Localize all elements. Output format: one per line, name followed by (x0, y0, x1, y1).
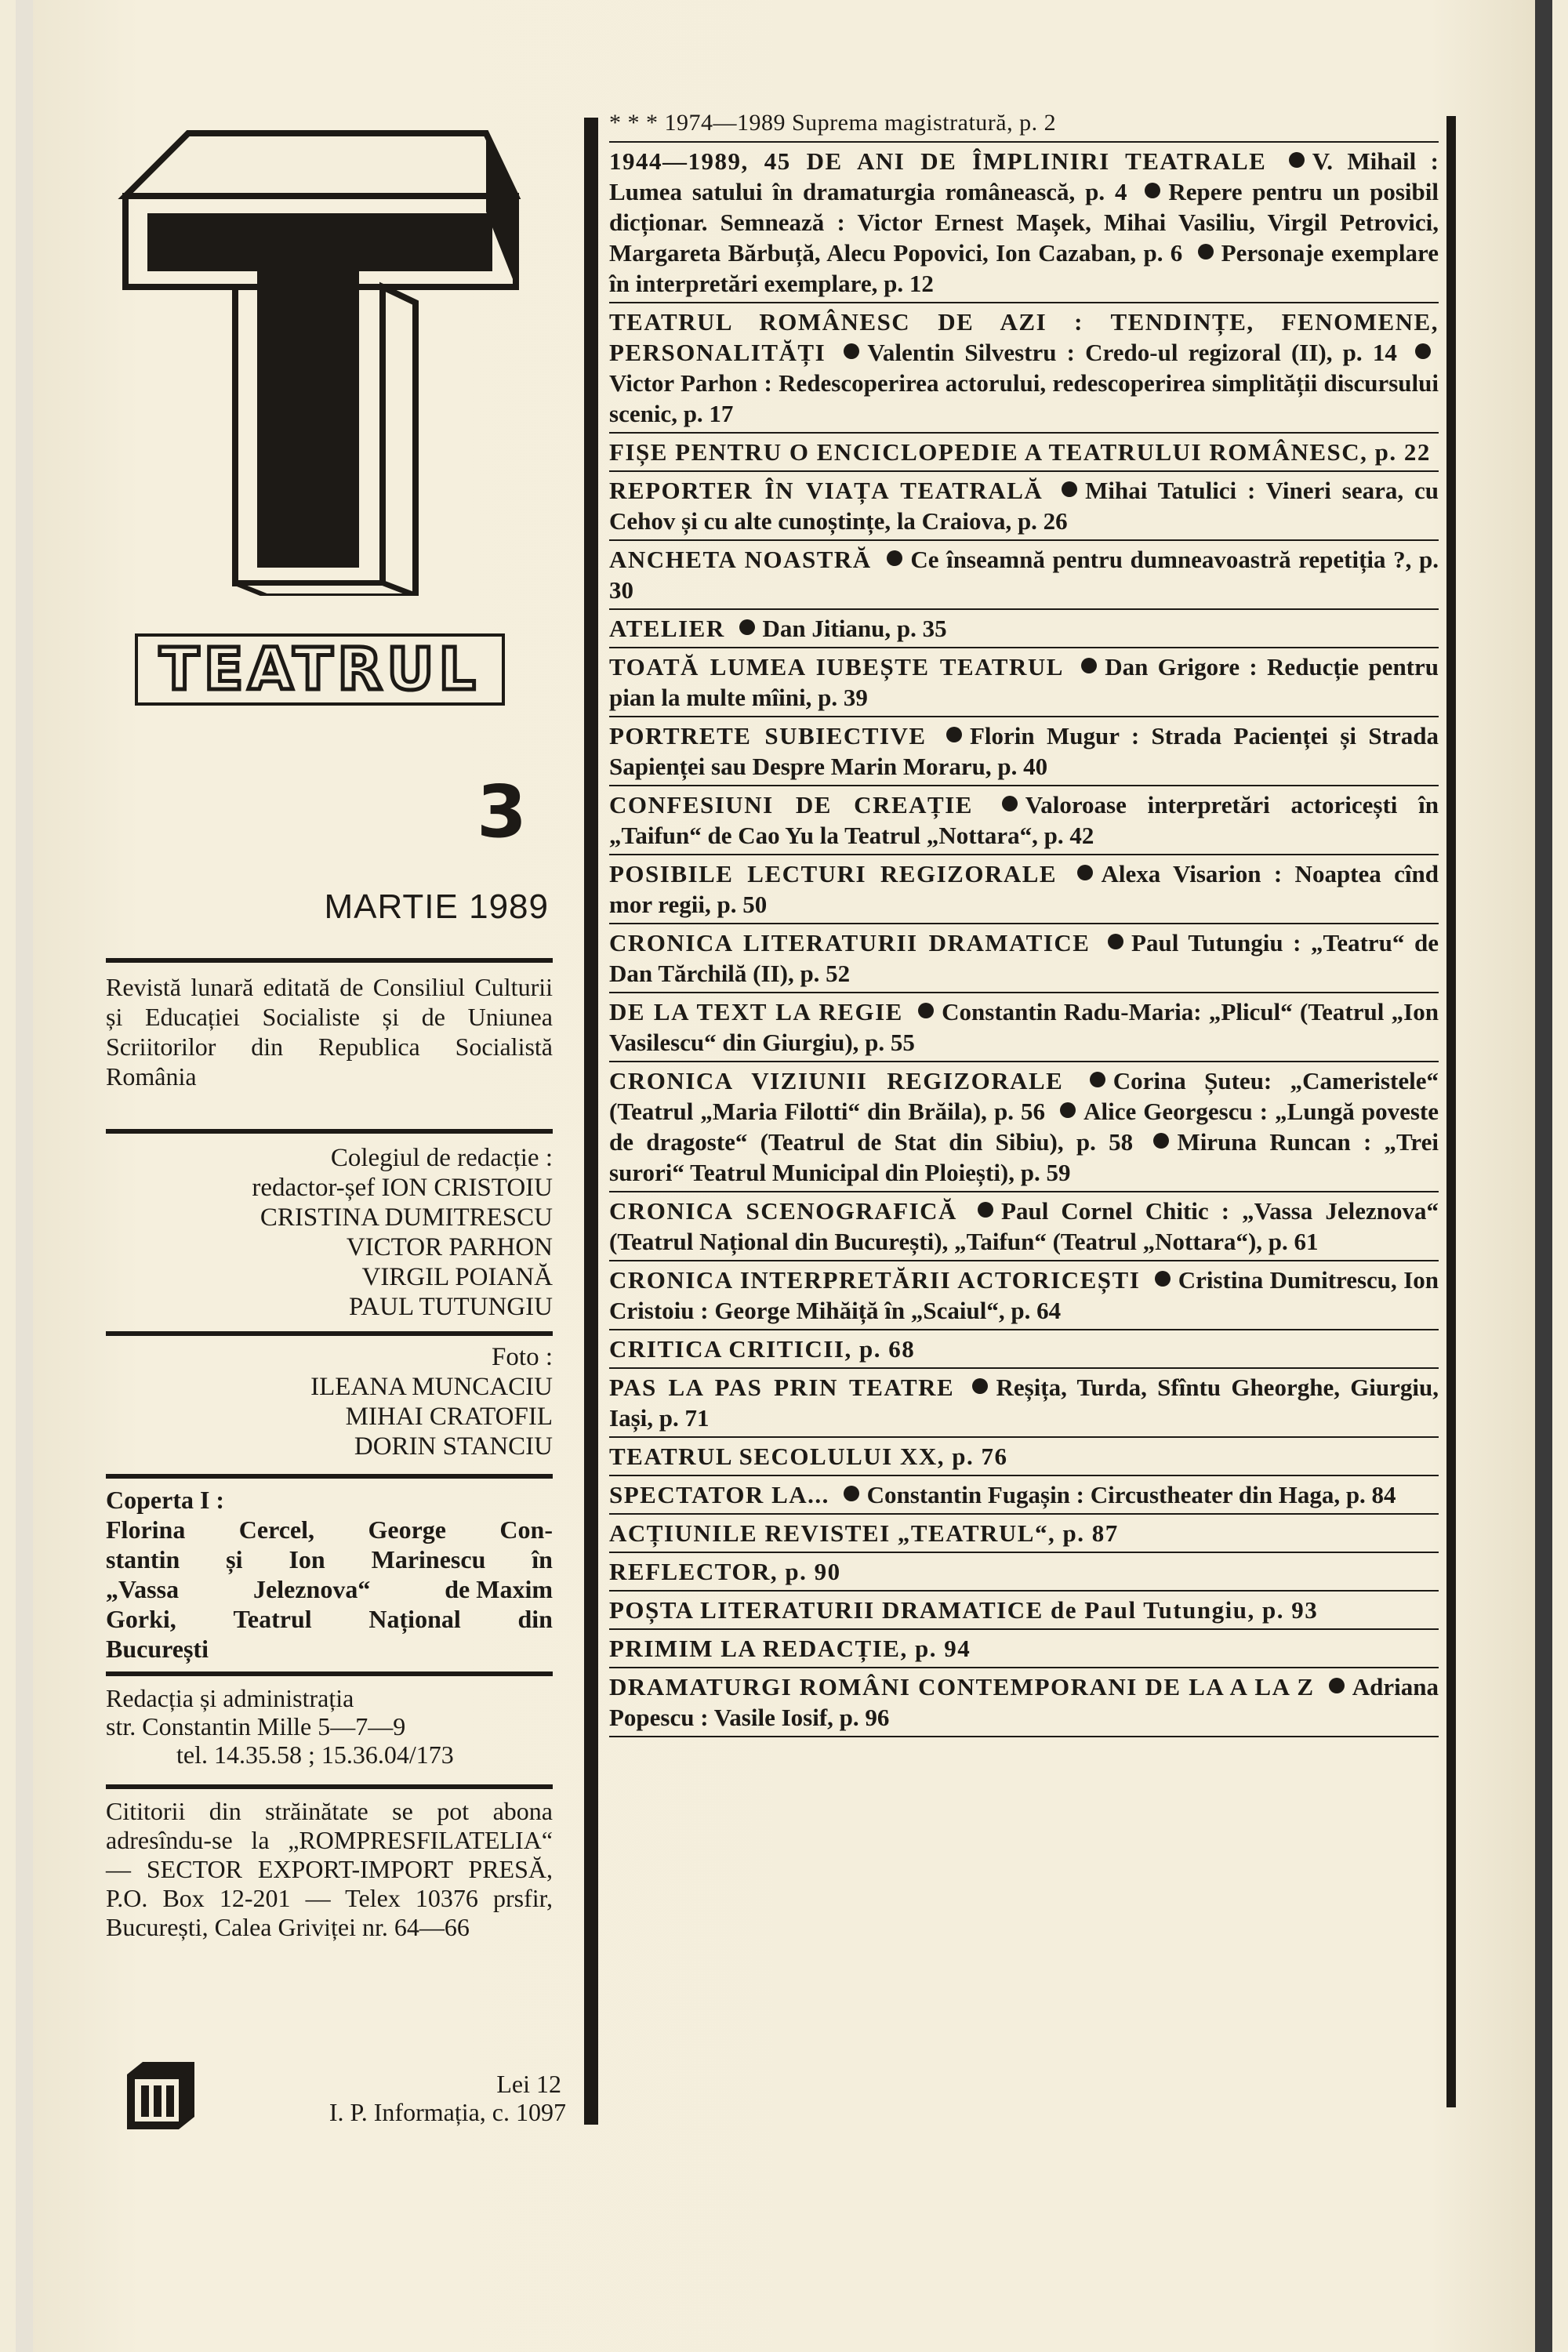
toc-heading: ACȚIUNILE REVISTEI „TEATRUL“, p. 87 (609, 1519, 1119, 1547)
toc-item: Constantin Fugașin : Circustheater din Haga, p. 84 (866, 1481, 1396, 1508)
bullet-icon (1289, 152, 1305, 168)
toc-heading: TOATĂ LUMEA IUBEȘTE TEATRUL (609, 653, 1064, 681)
toc-heading: POSIBILE LECTURI REGIZORALE (609, 860, 1058, 887)
magazine-page (16, 0, 1552, 2352)
toc-item: Alexa Visarion : Noaptea cînd mor regii, p. 50 (609, 860, 1439, 918)
toc-heading: CONFESIUNI DE CREAȚIE (609, 791, 973, 818)
toc-heading: ANCHETA NOASTRĂ (609, 546, 872, 573)
editorial-board (106, 1143, 553, 1322)
toc-heading: TEATRUL SECOLULUI XX, p. 76 (609, 1443, 1008, 1470)
cover-word: în (532, 1545, 553, 1573)
toc-entry (609, 541, 1439, 610)
bullet-icon (1077, 865, 1093, 880)
cover-credit (106, 1485, 553, 1664)
cover-line (106, 1515, 553, 1544)
toc-entry (609, 1630, 1439, 1668)
brand-wordmark: TEATRUL (135, 633, 505, 706)
toc-item: Cristina Dumitrescu, Ion Cristoiu : George Mihăiță în „Scaiul“, p. 64 (609, 1266, 1439, 1324)
bullet-icon (978, 1202, 993, 1218)
bullet-icon (1081, 658, 1097, 673)
cover-word: Național (368, 1605, 461, 1633)
cover-word: Jeleznova“ (253, 1575, 371, 1603)
toc-heading: SPECTATOR LA... (609, 1481, 829, 1508)
toc-item: Dan Jitianu, p. 35 (762, 615, 947, 642)
bullet-icon (918, 1003, 934, 1018)
divider (106, 1331, 553, 1336)
toc-heading: CRONICA VIZIUNII REGIZORALE (609, 1067, 1064, 1094)
bullet-icon (1108, 934, 1123, 949)
printer-logo-icon (122, 2059, 199, 2131)
bullet-icon (1153, 1133, 1169, 1149)
bullet-icon (844, 343, 859, 359)
toc-item: Miruna Runcan : „Trei surori“ Teatrul Municipal din Ploiești), p. 59 (609, 1128, 1439, 1186)
cover-word: Gorki, (106, 1605, 176, 1633)
toc-entry (609, 1062, 1439, 1192)
bullet-icon (1415, 343, 1431, 359)
divider (106, 1474, 553, 1479)
toc-entry (609, 1553, 1439, 1592)
board-line: VICTOR PARHON (346, 1233, 553, 1261)
cover-word: George (368, 1515, 446, 1544)
toc-entry (609, 993, 1439, 1062)
price: Lei 12 (496, 2070, 561, 2098)
issue-date: MARTIE 1989 (324, 887, 549, 926)
cover-word: Marinescu (371, 1545, 486, 1573)
toc-heading: POȘTA LITERATURII DRAMATICE de Paul Tutungiu, p. 93 (609, 1596, 1319, 1624)
page-edge-right (1535, 0, 1552, 2352)
toc-item: Victor Parhon : Redescoperirea actorului, redescoperirea simplității discursului scenic, p. 17 (609, 369, 1439, 427)
toc-entry (609, 1261, 1439, 1330)
bullet-icon (1145, 183, 1160, 198)
toc-entry (609, 855, 1439, 924)
toc-entry (609, 472, 1439, 541)
toc-heading: CRITICA CRITICII, p. 68 (609, 1335, 916, 1363)
toc-entry (609, 1438, 1439, 1476)
cover-line (106, 1485, 553, 1515)
toc-heading: PRIMIM LA REDACȚIE, p. 94 (609, 1635, 971, 1662)
bullet-icon (844, 1486, 859, 1501)
toc-entry (609, 717, 1439, 786)
teatrul-t-logo (118, 125, 525, 596)
bullet-icon (946, 727, 962, 742)
toc-item: Florin Mugur : Strada Pacienței și Strada Sapienței sau Despre Marin Moraru, p. 40 (609, 722, 1439, 780)
bullet-icon (1155, 1271, 1171, 1287)
toc-heading: ATELIER (609, 615, 725, 642)
admin-line: tel. 14.35.58 ; 15.36.04/173 (176, 1740, 454, 1769)
toc-item: Mihai Tatulici : Vineri seara, cu Cehov și cu alte cunoștințe, la Craiova, p. 26 (609, 477, 1439, 535)
bullet-icon (887, 550, 902, 566)
bullet-icon (1062, 481, 1077, 497)
column-divider (584, 118, 598, 2125)
toc-item: Paul Cornel Chitic : „Vassa Jeleznova“ (Teatrul Național din București), „Taifun“ (Teatrul „Nottara“), p. 61 (609, 1197, 1439, 1255)
toc-heading: CRONICA INTERPRETĂRII ACTORICEȘTI (609, 1266, 1141, 1294)
toc-header: * * * 1974—1989 Suprema magistratură, p. 2 (609, 108, 1439, 143)
toc-heading: DRAMATURGI ROMÂNI CONTEMPORANI DE LA A LA Z (609, 1673, 1315, 1700)
toc-entry (609, 924, 1439, 993)
divider (106, 1784, 553, 1789)
toc-item: Reșița, Turda, Sfîntu Gheorghe, Giurgiu, Iași, p. 71 (609, 1374, 1439, 1432)
cover-line (106, 1544, 553, 1574)
publisher-note: Revistă lunară editată de Consiliul Culturii și Educației Socialiste și de Uniunea Scriitorilor din Republica Socialistă România (106, 973, 553, 1091)
page-edge-left (16, 0, 33, 2352)
cover-word: Con- (499, 1515, 553, 1544)
toc-entry (609, 1476, 1439, 1515)
toc-heading: CRONICA SCENOGRAFICĂ (609, 1197, 957, 1225)
toc-entry (609, 303, 1439, 434)
cover-word: Ion (289, 1545, 325, 1573)
toc-heading: 1944—1989, 45 DE ANI DE ÎMPLINIRI TEATRALE (609, 147, 1267, 175)
board-line: CRISTINA DUMITRESCU (260, 1203, 553, 1232)
toc-entry (609, 1192, 1439, 1261)
toc-heading: REPORTER ÎN VIAȚA TEATRALĂ (609, 477, 1044, 504)
cover-line (106, 1634, 553, 1664)
toc-item: Adriana Popescu : Vasile Iosif, p. 96 (609, 1673, 1439, 1731)
toc-entry (609, 786, 1439, 855)
toc-heading: REFLECTOR, p. 90 (609, 1558, 841, 1585)
board-line: VIRGIL POIANĂ (361, 1263, 553, 1291)
column-border-right (1446, 116, 1456, 2107)
toc-heading: TEATRUL ROMÂNESC DE AZI : TENDINȚE, FENOMENE, PERSONALITĂȚI (609, 308, 1439, 366)
toc-heading: PAS LA PAS PRIN TEATRE (609, 1374, 955, 1401)
bullet-icon (1329, 1678, 1345, 1693)
bullet-icon (1060, 1102, 1076, 1118)
toc-heading: PORTRETE SUBIECTIVE (609, 722, 927, 750)
bullet-icon (1090, 1072, 1105, 1087)
divider (106, 958, 553, 963)
divider (106, 1129, 553, 1134)
toc-entry (609, 1515, 1439, 1553)
toc-entry (609, 143, 1439, 303)
toc-item: Alice Georgescu : „Lungă poveste de dragoste“ (Teatrul de Stat din Sibiu), p. 58 (609, 1098, 1439, 1156)
toc-entry (609, 648, 1439, 717)
photo-line: DORIN STANCIU (354, 1432, 553, 1461)
cover-word: Teatrul (233, 1605, 312, 1633)
bullet-icon (972, 1378, 988, 1394)
bullet-icon (739, 619, 755, 635)
cover-word: stantin (106, 1545, 180, 1573)
toc-list (609, 143, 1439, 1737)
toc-item: V. Mihail : Lumea satului în dramaturgia românească, p. 4 (609, 147, 1439, 205)
toc-item: Personaje exemplare în interpretări exemplare, p. 12 (609, 239, 1439, 297)
toc-item: Ce înseamnă pentru dumneavoastră repetiția ?, p. 30 (609, 546, 1439, 604)
toc-item: Dan Grigore : Reducție pentru pian la multe mîini, p. 39 (609, 653, 1439, 711)
toc-entry (609, 434, 1439, 472)
issue-number: 3 (476, 770, 527, 854)
toc-entry (609, 1668, 1439, 1737)
toc-item: Valentin Silvestru : Credo-ul regizoral (II), p. 14 (867, 339, 1397, 366)
photo-line: MIHAI CRATOFIL (345, 1403, 553, 1431)
printer-credit: I. P. Informația, c. 1097 (328, 2098, 566, 2126)
board-line: redactor-șef ION CRISTOIU (252, 1174, 553, 1202)
cover-word: Coperta I : (106, 1486, 225, 1514)
bullet-icon (1002, 796, 1018, 811)
cover-line (106, 1604, 553, 1634)
cover-word: și (226, 1545, 243, 1573)
toc-entry (609, 1330, 1439, 1369)
toc-item: Valoroase interpretări actoricești în „Taifun“ de Cao Yu la Teatrul „Nottara“, p. 42 (609, 791, 1439, 849)
photo-credits (106, 1342, 553, 1461)
toc-heading: DE LA TEXT LA REGIE (609, 998, 903, 1025)
board-line: Colegiul de redacție : (330, 1144, 553, 1172)
cover-word: Florina (106, 1515, 186, 1544)
toc-item: Corina Șuteu: „Cameristele“ (Teatrul „Maria Filotti“ din Brăila), p. 56 (609, 1067, 1439, 1125)
photo-line: Foto : (492, 1343, 553, 1371)
toc-entry (609, 1369, 1439, 1438)
subscription-note: Cititorii din străinătate se pot abona adresîndu-se la „ROMPRESFILATELIA“ — SECTOR EXPORT-IMPORT PRESĂ, P.O. Box 12-201 — Telex 10376 prsfir, București, Calea Griviței nr. 64—66 (106, 1797, 553, 1941)
cover-line (106, 1574, 553, 1604)
divider (106, 1671, 553, 1676)
cover-word: Cercel, (238, 1515, 315, 1544)
admin-line: str. Constantin Mille 5—7—9 (106, 1712, 406, 1740)
toc-item: Constantin Radu-Maria: „Plicul“ (Teatrul „Ion Vasilescu“ din Giurgiu), p. 55 (609, 998, 1439, 1056)
toc-item: Paul Tutungiu : „Teatru“ de Dan Tărchilă (II), p. 52 (609, 929, 1439, 987)
toc-heading: CRONICA LITERATURII DRAMATICE (609, 929, 1091, 956)
toc-entry (609, 610, 1439, 648)
cover-word: București (106, 1635, 209, 1663)
toc-item: Repere pentru un posibil dicționar. Semnează : Victor Ernest Mașek, Mihai Vasiliu, Virgil Petrovici, Margareta Bărbuță, Alecu Popovici, Ion Cazaban, p. 6 (609, 178, 1439, 267)
board-line: PAUL TUTUNGIU (348, 1293, 553, 1321)
admin-line: Redacția și administrația (106, 1684, 354, 1712)
toc-entry (609, 1592, 1439, 1630)
bullet-icon (1198, 244, 1214, 260)
cover-word: din (517, 1605, 553, 1633)
toc-heading: FIȘE PENTRU O ENCICLOPEDIE A TEATRULUI ROMÂNESC, p. 22 (609, 438, 1431, 466)
cover-word: „Vassa (106, 1575, 180, 1603)
table-of-contents (609, 108, 1439, 1737)
photo-line: ILEANA MUNCACIU (310, 1373, 553, 1401)
administration (106, 1684, 553, 1769)
cover-word: de Maxim (445, 1575, 553, 1603)
